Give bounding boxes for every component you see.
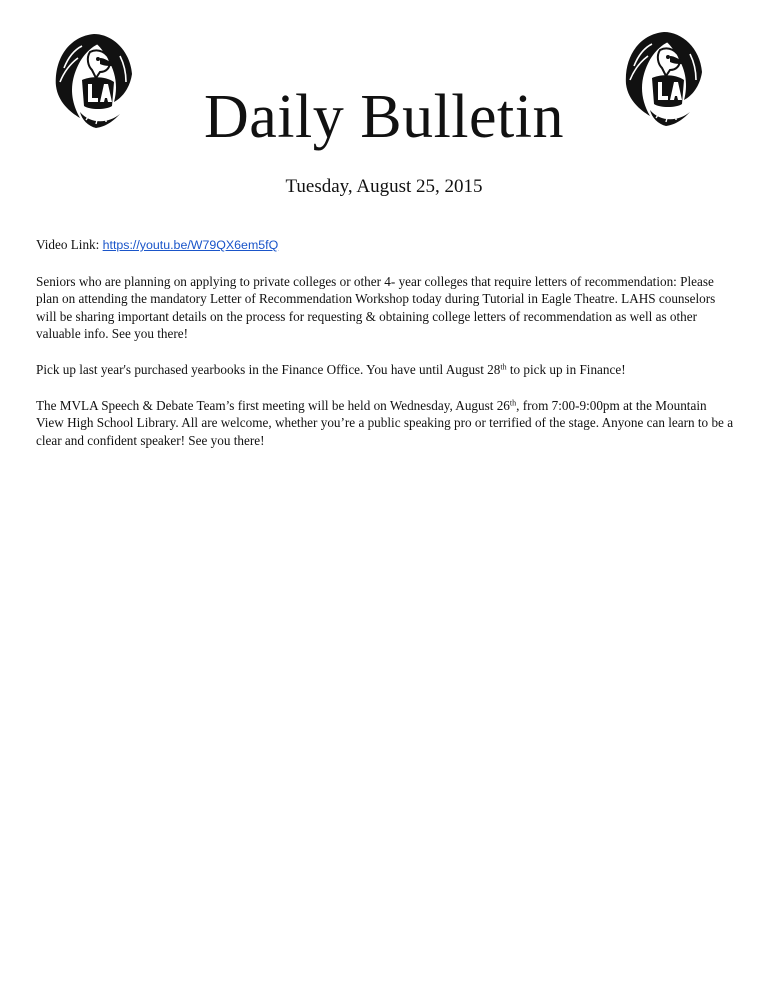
announcements — [36, 236, 736, 467]
debate-ordinal: th — [509, 398, 517, 408]
video-link[interactable]: https://youtu.be/W79QX6em5fQ — [102, 238, 279, 252]
debate-text-end: , from 7:00-9:00pm at the Mountain View High School Library. All are welcome, whether you’re a public speaking pro or terrified of the stage. Anyone can learn to be a clear and confident speaker! See you there! — [36, 397, 734, 448]
video-link-line — [36, 236, 736, 255]
yearbook-text-start: Pick up last year's purchased yearbooks in the Finance Office. You have until August 28 — [36, 361, 501, 377]
announcement-debate — [36, 397, 736, 450]
bulletin-date: Tuesday, August 25, 2015 — [285, 176, 483, 197]
video-link-label: Video Link: — [36, 237, 100, 252]
announcement-yearbook — [36, 361, 736, 379]
announcement-seniors: Seniors who are planning on applying to private colleges or other 4- year colleges that require letters of recommendation: Please plan on attending the mandatory Letter of Recommendation Workshop today during Tutorial in Eagle Theatre. LAHS counselors will be sharing important details on the process for requesting & obtaining college letters of recommendation as well as other valuable info. See you there! — [36, 273, 716, 342]
debate-text-start: The MVLA Speech & Debate Team’s first meeting will be held on Wednesday, August 26 — [36, 397, 510, 413]
page-title: Daily Bulletin — [203, 83, 565, 151]
yearbook-text-end: to pick up in Finance! — [506, 361, 626, 377]
yearbook-ordinal: th — [500, 362, 507, 372]
